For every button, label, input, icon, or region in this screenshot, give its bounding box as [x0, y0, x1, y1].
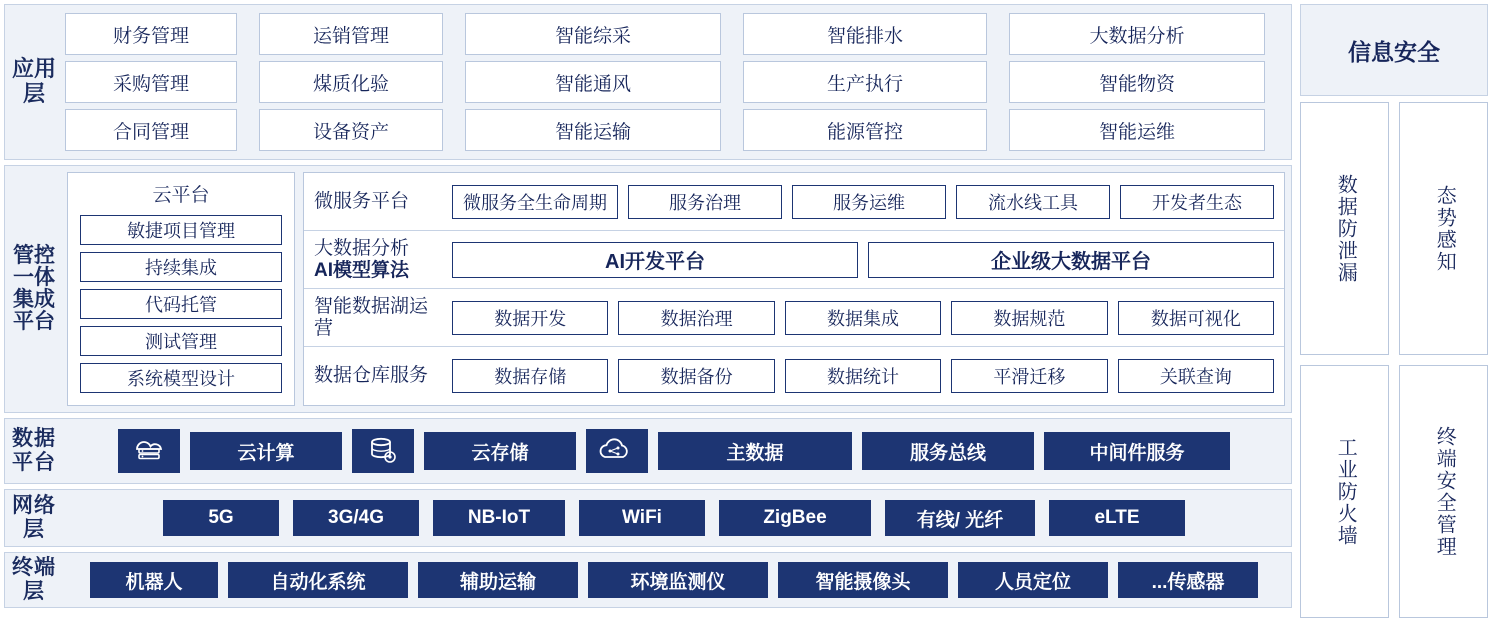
data-platform-label: 数据平台 [12, 427, 56, 474]
application-layer-label: 应用层 [11, 56, 56, 106]
cloud-platform-item[interactable]: 持续集成 [80, 252, 282, 282]
bigdata-ai-row-label [314, 238, 442, 282]
terminal-item[interactable]: ...传感器 [1118, 562, 1258, 598]
datawarehouse-row [304, 347, 1284, 405]
data-platform-item[interactable]: 主数据 [658, 432, 852, 470]
network-item[interactable]: 3G/4G [293, 500, 419, 536]
microservice-row-label: 微服务平台 [314, 190, 410, 212]
data-platform-item[interactable]: 云存储 [424, 432, 576, 470]
data-platform-body [63, 419, 1291, 483]
application-layer-body [63, 5, 1291, 159]
network-layer-label: 网络层 [12, 494, 56, 541]
cloud-platform-item[interactable]: 代码托管 [80, 289, 282, 319]
network-layer-body [63, 490, 1291, 546]
terminal-item[interactable]: 机器人 [90, 562, 218, 598]
application-row [65, 13, 1285, 55]
app-item[interactable]: 能源管控 [743, 109, 987, 151]
platform-layer-body [63, 166, 1291, 412]
platform-layer-label: 管控一体集成平台 [13, 243, 55, 334]
main-layers-column [4, 4, 1292, 618]
datalake-item[interactable]: 数据治理 [618, 301, 774, 335]
microservice-item[interactable]: 流水线工具 [956, 185, 1110, 219]
microservice-row [304, 173, 1284, 231]
app-item[interactable]: 智能运维 [1009, 109, 1265, 151]
security-item-label: 数据防泄漏 [1334, 173, 1357, 284]
information-security-grid [1300, 102, 1488, 618]
datawarehouse-item[interactable]: 数据备份 [618, 359, 774, 393]
app-item[interactable]: 智能排水 [743, 13, 987, 55]
datalake-item[interactable]: 数据可视化 [1118, 301, 1274, 335]
app-item[interactable]: 生产执行 [743, 61, 987, 103]
cloud-server-icon [118, 429, 180, 473]
datawarehouse-row-label: 数据仓库服务 [314, 365, 429, 387]
ai-dev-platform-item[interactable]: AI开发平台 [452, 242, 858, 278]
security-item-label: 态势感知 [1433, 184, 1456, 273]
datawarehouse-item[interactable]: 数据存储 [452, 359, 608, 393]
cloud-platform-item[interactable]: 系统模型设计 [80, 363, 282, 393]
app-item[interactable]: 设备资产 [259, 109, 443, 151]
datalake-item[interactable]: 数据开发 [452, 301, 608, 335]
app-item[interactable]: 智能运输 [465, 109, 721, 151]
data-platform-item[interactable]: 云计算 [190, 432, 342, 470]
terminal-item[interactable]: 智能摄像头 [778, 562, 948, 598]
bigdata-label-line1: 大数据分析 [314, 237, 410, 259]
app-item[interactable]: 运销管理 [259, 13, 443, 55]
datawarehouse-item[interactable]: 关联查询 [1118, 359, 1274, 393]
cloud-platform-item[interactable]: 敏捷项目管理 [80, 215, 282, 245]
application-row [65, 61, 1285, 103]
data-platform-item[interactable]: 中间件服务 [1044, 432, 1230, 470]
app-item[interactable]: 采购管理 [65, 61, 237, 103]
application-grid [65, 13, 1285, 151]
security-item-endpoint-security[interactable] [1399, 365, 1488, 618]
network-item[interactable]: 5G [163, 500, 279, 536]
cloud-network-icon [586, 429, 648, 473]
bigdata-label-line2: AI模型算法 [314, 259, 410, 281]
datalake-item[interactable]: 数据规范 [951, 301, 1107, 335]
application-layer-band [4, 4, 1292, 160]
app-item[interactable]: 智能通风 [465, 61, 721, 103]
network-item[interactable]: WiFi [579, 500, 705, 536]
app-item[interactable]: 智能物资 [1009, 61, 1265, 103]
information-security-column [1300, 4, 1488, 618]
datalake-row-label: 智能数据湖运营 [314, 295, 429, 339]
network-item[interactable]: ZigBee [719, 500, 871, 536]
security-item-label: 终端安全管理 [1433, 425, 1456, 558]
microservice-item[interactable]: 开发者生态 [1120, 185, 1274, 219]
datawarehouse-item[interactable]: 数据统计 [785, 359, 941, 393]
cloud-platform-item[interactable]: 测试管理 [80, 326, 282, 356]
information-security-title: 信息安全 [1300, 4, 1488, 96]
app-item[interactable]: 大数据分析 [1009, 13, 1265, 55]
microservice-item[interactable]: 服务治理 [628, 185, 782, 219]
terminal-layer-label: 终端层 [12, 556, 56, 603]
terminal-layer-band [4, 552, 1292, 608]
security-item-data-leak[interactable] [1300, 102, 1389, 355]
app-item[interactable]: 财务管理 [65, 13, 237, 55]
network-layer-band [4, 489, 1292, 547]
platform-services-box [303, 172, 1285, 406]
microservice-item[interactable]: 微服务全生命周期 [452, 185, 618, 219]
app-item[interactable]: 智能综采 [465, 13, 721, 55]
data-platform-band [4, 418, 1292, 484]
datalake-item[interactable]: 数据集成 [785, 301, 941, 335]
database-gear-icon [352, 429, 414, 473]
security-item-label: 工业防火墙 [1334, 436, 1357, 547]
network-item[interactable]: NB-IoT [433, 500, 565, 536]
enterprise-bigdata-platform-item[interactable]: 企业级大数据平台 [868, 242, 1274, 278]
microservice-item[interactable]: 服务运维 [792, 185, 946, 219]
app-item[interactable]: 合同管理 [65, 109, 237, 151]
app-item[interactable]: 煤质化验 [259, 61, 443, 103]
network-item[interactable]: eLTE [1049, 500, 1185, 536]
terminal-item[interactable]: 自动化系统 [228, 562, 408, 598]
bigdata-ai-row [304, 231, 1284, 289]
datalake-row [304, 289, 1284, 347]
security-item-industrial-firewall[interactable] [1300, 365, 1389, 618]
terminal-layer-body [63, 553, 1291, 607]
terminal-item[interactable]: 辅助运输 [418, 562, 578, 598]
security-item-situational-awareness[interactable] [1399, 102, 1488, 355]
cloud-platform-box [67, 172, 295, 406]
cloud-platform-title: 云平台 [152, 185, 210, 206]
terminal-item[interactable]: 环境监测仪 [588, 562, 768, 598]
platform-layer-band [4, 165, 1292, 413]
application-row [65, 109, 1285, 151]
datawarehouse-item[interactable]: 平滑迁移 [951, 359, 1107, 393]
data-platform-item[interactable]: 服务总线 [862, 432, 1034, 470]
terminal-item[interactable]: 人员定位 [958, 562, 1108, 598]
network-item[interactable]: 有线/ 光纤 [885, 500, 1035, 536]
